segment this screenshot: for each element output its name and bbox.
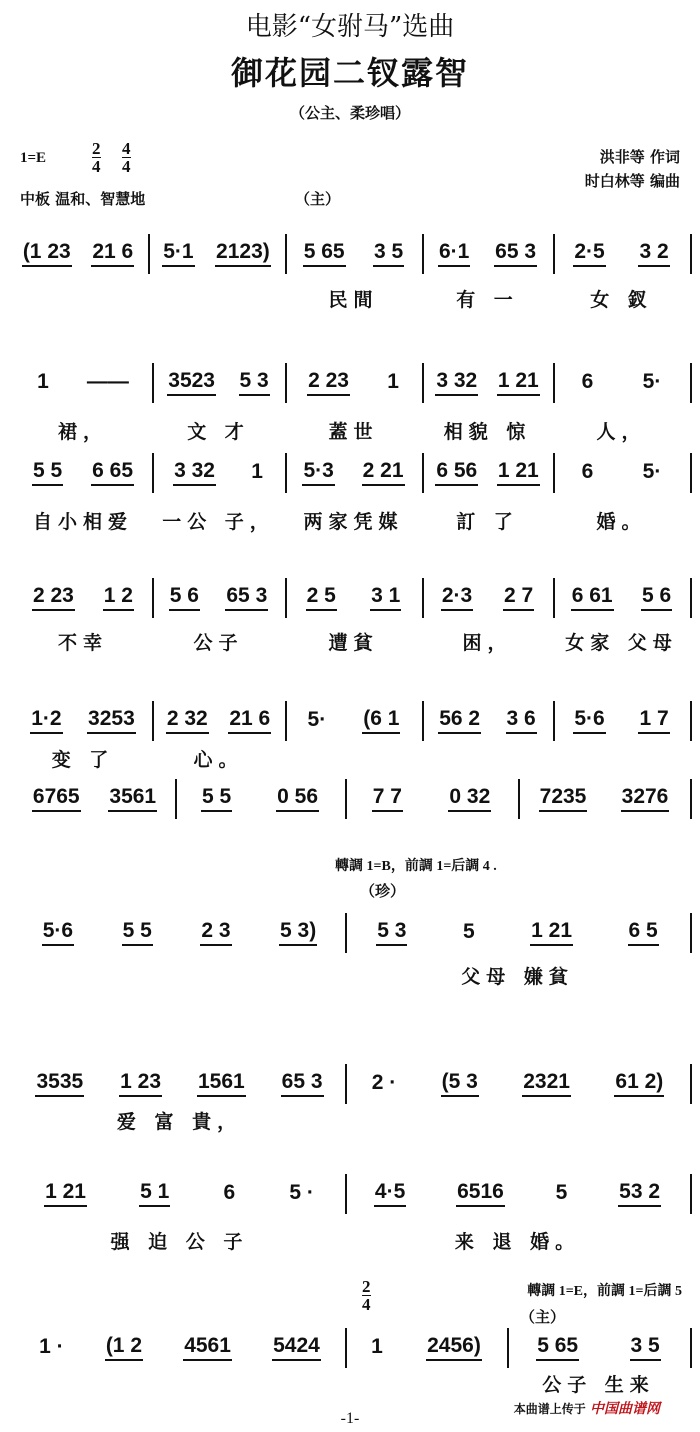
measure	[557, 457, 686, 487]
barline	[690, 578, 692, 618]
note-group: 5 6	[641, 584, 672, 611]
page-number: -1-	[340, 1410, 360, 1427]
note-group: 6 56	[435, 459, 478, 486]
note-group: 3561	[108, 785, 157, 812]
note-group: 5·	[642, 369, 662, 393]
role-marker-princess: （主）	[520, 1308, 566, 1326]
barline	[152, 363, 154, 403]
measure	[179, 783, 341, 813]
measure	[289, 367, 418, 397]
lyric-line: 不幸	[57, 632, 108, 654]
barline	[152, 701, 154, 741]
lyric-line: 两家凭媒	[303, 511, 404, 533]
time-signature-2-4	[92, 140, 101, 175]
barline	[345, 913, 347, 953]
note-group: (1 23	[22, 240, 72, 267]
note-group: 0 56	[276, 785, 319, 812]
note-group: 5·1	[162, 240, 194, 267]
note-group: 2 7	[503, 584, 534, 611]
note-group: 1 21	[497, 369, 540, 396]
lyric-line: 女 釵	[590, 289, 653, 311]
note-group: 2 5	[306, 584, 337, 611]
barline	[422, 363, 424, 403]
site-logo: 中国曲谱网	[590, 1401, 660, 1417]
measure	[18, 705, 148, 735]
lyric-line: 一公 子，	[162, 511, 275, 533]
measure	[18, 917, 341, 947]
lyric-line: 心。	[193, 749, 244, 771]
measure	[18, 367, 148, 397]
measure	[426, 367, 549, 397]
lyric-line: 遭貧	[328, 632, 379, 654]
note-group: 5 5	[32, 459, 63, 486]
note-group: 6 61	[571, 584, 614, 611]
barline	[553, 363, 555, 403]
note-group: 3535	[35, 1070, 84, 1097]
note-group: 5	[462, 919, 475, 943]
barline	[345, 1328, 347, 1368]
note-group: 3 6	[506, 707, 537, 734]
note-group: 3 32	[173, 459, 216, 486]
note-group: 5424	[272, 1334, 321, 1361]
note-group: 1	[387, 369, 399, 393]
note-group: 5·	[642, 459, 662, 483]
note-group: 2123)	[215, 240, 271, 267]
note-group: 61 2)	[614, 1070, 664, 1097]
barline	[422, 234, 424, 274]
note-group: 65 3	[494, 240, 537, 267]
barline	[690, 363, 692, 403]
lyric-line: 女家 父母	[565, 632, 678, 654]
lyric-line: 公子 生来	[542, 1374, 655, 1396]
note-group: (6 1	[362, 707, 400, 734]
measure	[349, 1178, 686, 1208]
note-group: 1 23	[119, 1070, 162, 1097]
credits	[585, 145, 680, 193]
note-group: (1 2	[105, 1334, 143, 1361]
barline	[690, 913, 692, 953]
barline	[285, 363, 287, 403]
note-group: 1·2	[30, 707, 62, 734]
lyric-line: 人，	[596, 421, 647, 443]
time-sig-numerator: 2	[92, 139, 101, 158]
measure	[557, 367, 686, 397]
note-group: 6 65	[91, 459, 134, 486]
measure	[349, 917, 686, 947]
barline	[422, 701, 424, 741]
note-group: 2·5	[573, 240, 605, 267]
barline	[148, 234, 150, 274]
lyric-line: 有 一	[456, 289, 519, 311]
note-group: 2 3	[200, 919, 231, 946]
note-group: ——	[86, 369, 129, 393]
measure	[511, 1332, 686, 1362]
time-signature-4-4	[122, 140, 131, 175]
note-group: 0 32	[448, 785, 491, 812]
note-group: 7 7	[372, 785, 403, 812]
measure	[156, 705, 281, 735]
measure	[426, 457, 549, 487]
key-change-note: 轉調 1=E，前調 1=后調 5	[527, 1284, 682, 1299]
measure	[156, 457, 281, 487]
lyric-line: 文 才	[187, 421, 250, 443]
note-group: 1	[251, 459, 263, 483]
note-group: 5 1	[139, 1180, 170, 1207]
note-group: 3523	[167, 369, 216, 396]
note-group: 3 5	[373, 240, 404, 267]
note-group: 5 3	[376, 919, 407, 946]
composer: 时白林等 编曲	[584, 172, 680, 190]
note-group: 21 6	[228, 707, 271, 734]
measure	[522, 783, 686, 813]
note-group: 2 32	[166, 707, 209, 734]
note-group: 3 32	[435, 369, 478, 396]
note-group: 3 5	[630, 1334, 661, 1361]
barline	[345, 1064, 347, 1104]
note-group: 1561	[197, 1070, 246, 1097]
barline	[422, 578, 424, 618]
barline	[518, 779, 520, 819]
barline	[553, 453, 555, 493]
note-group: 3276	[621, 785, 670, 812]
note-group: 3253	[87, 707, 136, 734]
note-group: 1 21	[497, 459, 540, 486]
note-group: 65 3	[225, 584, 268, 611]
measure	[349, 1068, 686, 1098]
note-group: 1	[37, 369, 49, 393]
lyric-line: 父母 嫌貧	[461, 966, 574, 988]
role-marker-zhen: （珍）	[360, 882, 406, 900]
note-group: 5 5	[122, 919, 153, 946]
note-group: 3 2	[638, 240, 669, 267]
time-signature-change	[362, 1278, 371, 1313]
barline	[422, 453, 424, 493]
measure	[289, 238, 418, 268]
lyric-line: 自小相爱	[32, 511, 133, 533]
note-group: 65 3	[281, 1070, 324, 1097]
role-marker-princess: （主）	[295, 190, 341, 208]
note-group: 5 65	[536, 1334, 579, 1361]
note-group: 5 6	[169, 584, 200, 611]
note-group: 6·1	[438, 240, 470, 267]
note-group: 6765	[32, 785, 81, 812]
barline	[690, 1174, 692, 1214]
measure	[289, 582, 418, 612]
note-group: 7235	[539, 785, 588, 812]
note-group: 6	[223, 1180, 236, 1204]
note-group: 5 3	[239, 369, 270, 396]
note-group: 5·	[307, 707, 327, 731]
barline	[690, 1064, 692, 1104]
barline	[553, 701, 555, 741]
measure	[426, 705, 549, 735]
measure	[557, 705, 686, 735]
note-group: 2 23	[307, 369, 350, 396]
key-signature: 1=E	[20, 150, 47, 166]
measure	[557, 238, 686, 268]
note-group: 3 1	[370, 584, 401, 611]
lyric-line: 困，	[462, 632, 513, 654]
note-group: 53 2	[618, 1180, 661, 1207]
measure	[18, 457, 148, 487]
note-group: 5 5	[201, 785, 232, 812]
measure	[18, 582, 148, 612]
measure	[12, 238, 144, 268]
lyric-line: 来 退 婚。	[454, 1231, 581, 1253]
note-group: 5	[555, 1180, 568, 1204]
lyric-line: 訂 了	[456, 511, 519, 533]
measure	[18, 1332, 341, 1362]
measure	[289, 705, 418, 735]
note-group: 6 5	[628, 919, 659, 946]
lyric-line: 蓋世	[328, 421, 379, 443]
note-group: 56 2	[438, 707, 481, 734]
measure	[426, 582, 549, 612]
barline	[553, 578, 555, 618]
note-group: 2 21	[362, 459, 405, 486]
measure	[18, 1068, 341, 1098]
note-group: 5 ·	[289, 1180, 314, 1204]
barline	[152, 453, 154, 493]
note-group: 21 6	[91, 240, 134, 267]
note-group: 5·3	[302, 459, 334, 486]
time-sig-numerator: 4	[122, 139, 131, 158]
measure	[152, 238, 281, 268]
measure	[349, 1332, 503, 1362]
barline	[507, 1328, 509, 1368]
measure	[426, 238, 549, 268]
lyric-line: 婚。	[596, 511, 647, 533]
lyric-line: 强 迫 公 子	[110, 1231, 249, 1253]
barline	[345, 1174, 347, 1214]
lyric-line: 民間	[328, 289, 379, 311]
lyric-line: 裙，	[57, 421, 108, 443]
upload-text: 本曲谱上传于	[513, 1402, 586, 1416]
subtitle: 电影“女驸马”选曲	[245, 12, 455, 42]
barline	[285, 234, 287, 274]
note-group: 1 ·	[39, 1334, 64, 1358]
time-sig-denominator: 4	[92, 157, 101, 176]
note-group: 5·6	[573, 707, 605, 734]
barline	[690, 453, 692, 493]
note-group: (5 3	[441, 1070, 479, 1097]
note-group: 5 3)	[279, 919, 317, 946]
note-group: 1 21	[530, 919, 573, 946]
note-group: 6	[581, 369, 594, 393]
barline	[690, 1328, 692, 1368]
note-group: 4·5	[374, 1180, 406, 1207]
time-sig-denominator: 4	[362, 1295, 371, 1314]
tempo-marking: 中板 温和、智慧地	[20, 190, 146, 208]
singers: （公主、柔珍唱）	[289, 104, 410, 122]
barline	[690, 234, 692, 274]
barline	[690, 701, 692, 741]
key-change-note: 轉調 1=B，前調 1=后調 4 .	[335, 859, 497, 874]
measure	[18, 783, 171, 813]
measure	[557, 582, 686, 612]
time-sig-denominator: 4	[122, 157, 131, 176]
note-group: 1 2	[103, 584, 134, 611]
measure	[289, 457, 418, 487]
barline	[553, 234, 555, 274]
lyric-line: 爱 富 貴，	[116, 1111, 243, 1133]
barline	[285, 578, 287, 618]
time-sig-numerator: 2	[362, 1277, 371, 1296]
note-group: 2456)	[426, 1334, 482, 1361]
note-group: 2 23	[32, 584, 75, 611]
note-group: 1	[371, 1334, 383, 1358]
note-group: 6	[581, 459, 594, 483]
lyric-line: 变 了	[51, 749, 115, 771]
measure	[18, 1178, 341, 1208]
lyricist: 洪非等 作词	[599, 148, 680, 166]
note-group: 5 65	[303, 240, 346, 267]
barline	[690, 779, 692, 819]
note-group: 6516	[456, 1180, 505, 1207]
barline	[345, 779, 347, 819]
note-group: 5·6	[42, 919, 74, 946]
barline	[175, 779, 177, 819]
barline	[285, 701, 287, 741]
note-group: 1 21	[44, 1180, 87, 1207]
note-group: 2·3	[441, 584, 473, 611]
note-group: 4561	[183, 1334, 232, 1361]
lyric-line: 公子	[193, 632, 244, 654]
note-group: 1 7	[638, 707, 669, 734]
barline	[285, 453, 287, 493]
lyric-line: 相貌 惊	[443, 421, 532, 443]
note-group: 2 ·	[371, 1070, 397, 1094]
measure	[349, 783, 514, 813]
measure	[156, 582, 281, 612]
barline	[152, 578, 154, 618]
measure	[156, 367, 281, 397]
note-group: 2321	[522, 1070, 571, 1097]
song-title: 御花园二钗露智	[230, 54, 469, 92]
